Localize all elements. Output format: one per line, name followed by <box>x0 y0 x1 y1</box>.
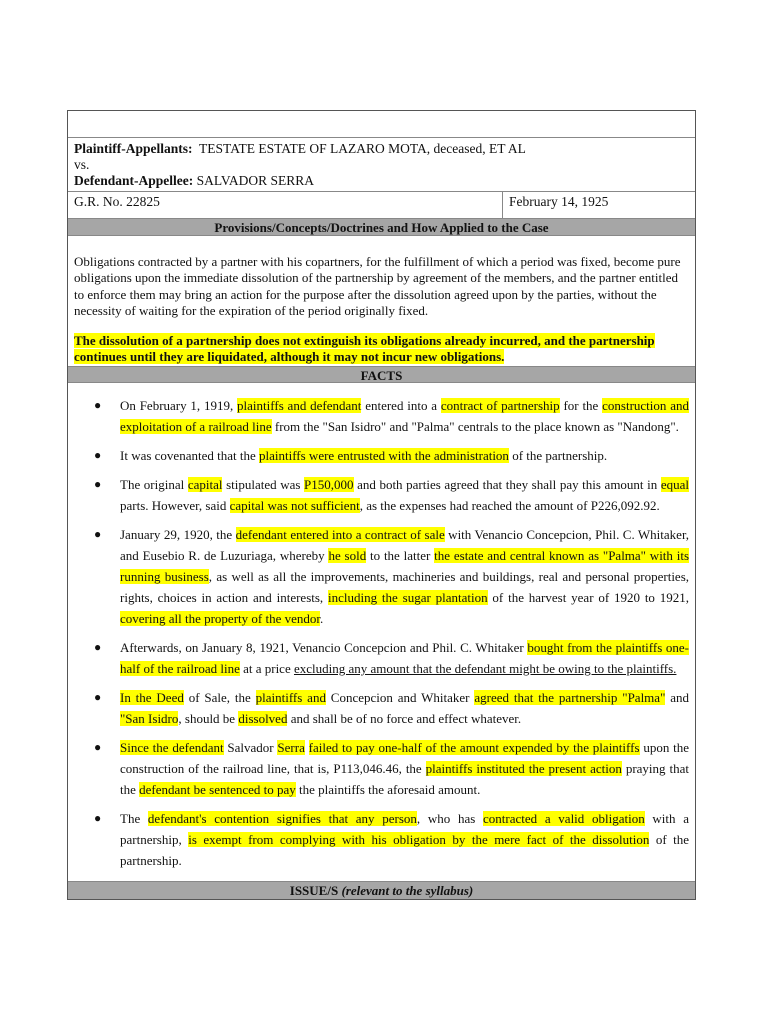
fact-text-segment: with a partnership, <box>120 810 689 847</box>
fact-text-segment: of the harvest year of 1920 to 1921, <box>487 589 690 605</box>
bullet-icon: ● <box>94 639 102 654</box>
highlighted-text: failed to pay one-half of the amount expended by the plaintiffs <box>308 739 640 755</box>
versus-label: vs. <box>74 157 90 172</box>
fact-text-segment: and shall be of no force and effect whatever. <box>287 710 522 726</box>
highlighted-text: Since the defendant <box>120 739 224 755</box>
fact-text-segment: The <box>120 810 148 826</box>
fact-text-segment: of the partnership. <box>508 447 608 463</box>
provisions-heading: Provisions/Concepts/Doctrines and How Applied to the Case <box>68 219 695 236</box>
highlighted-text: "San Isidro <box>120 710 179 726</box>
highlighted-text: plaintiffs were entrusted with the administration <box>258 447 509 463</box>
fact-text <box>120 445 689 466</box>
highlighted-text: In the Deed <box>120 689 184 705</box>
blank-header-row <box>68 111 695 138</box>
parties-section <box>68 138 695 192</box>
fact-text <box>120 737 689 800</box>
fact-text-segment: praying that the <box>120 760 689 797</box>
fact-text <box>120 637 689 679</box>
issues-title: ISSUE/S <box>289 882 339 898</box>
bullet-icon: ● <box>94 526 102 541</box>
appellants-line <box>74 141 689 157</box>
highlighted-text: the estate and central known as "Palma" with its running business <box>120 547 690 584</box>
fact-text-segment: , as the expenses had reached the amount of P226,092.92. <box>359 497 660 513</box>
fact-text-segment: to the latter <box>366 547 435 563</box>
fact-text-segment: the plaintiffs the aforesaid amount. <box>295 781 481 797</box>
facts-heading: FACTS <box>68 366 695 383</box>
highlighted-text: is exempt from complying with his obligation by the mere fact of the dissolution <box>188 831 650 847</box>
fact-text <box>120 524 689 629</box>
provisions-paragraph: Obligations contracted by a partner with his copartners, for the fulfillment of which a period was fixed, become pure obligations upon the immediate dissolution of the partnership by agreement of the members, and the partner entitled to enforce them may bring an action for the purpose after the dissolution agreed upon by the parties, without the necessity of waiting for the expiration of the period originally fixed. <box>74 254 681 318</box>
fact-item <box>74 474 689 516</box>
highlighted-text: defendant's contention signifies that any person <box>147 810 417 826</box>
fact-text-segment: Afterwards, on January 8, 1921, Venancio Concepcion and Phil. C. Whitaker <box>120 639 528 655</box>
fact-text-segment: of the partnership. <box>120 831 690 868</box>
gr-number: G.R. No. 22825 <box>68 192 503 218</box>
fact-text <box>120 808 689 871</box>
highlighted-text: covering all the property of the vendor <box>120 610 320 626</box>
underlined-text: excluding any amount that the defendant might be owing to the plaintiffs. <box>293 660 677 676</box>
fact-text-segment: Concepcion and Whitaker <box>325 689 475 705</box>
bullet-icon: ● <box>94 689 102 704</box>
fact-text-segment: at a price <box>239 660 294 676</box>
fact-text-segment: , as well as all the improvements, machineries and buildings, real and personal properties, rights, choices in action and interests, <box>120 568 690 605</box>
fact-text-segment: , should be <box>178 710 239 726</box>
fact-text <box>120 687 689 729</box>
highlighted-text: contracted a valid obligation <box>483 810 645 826</box>
fact-text-segment: for the <box>559 397 603 413</box>
fact-text-segment: of Sale, the <box>183 689 256 705</box>
fact-text <box>120 474 689 516</box>
highlighted-text: P150,000 <box>304 476 354 492</box>
highlighted-text: he sold <box>328 547 367 563</box>
fact-text-segment: The original <box>120 476 188 492</box>
fact-item <box>74 808 689 871</box>
fact-text-segment: from the "San Isidro" and "Palma" centrals to the place known as "Nandong". <box>271 418 679 434</box>
highlighted-text: dissolved <box>238 710 288 726</box>
fact-item <box>74 637 689 679</box>
provisions-section <box>68 236 695 366</box>
fact-text <box>120 395 689 437</box>
appellee-line <box>74 173 689 189</box>
fact-text-segment: On February 1, 1919, <box>120 397 238 413</box>
fact-text-segment: upon the construction of the railroad line, that is, P113,046.46, the <box>120 739 689 776</box>
highlighted-text: agreed that the partnership "Palma" <box>474 689 666 705</box>
fact-text-segment: stipulated was <box>222 476 305 492</box>
fact-text-segment: January 29, 1920, the <box>120 526 236 542</box>
highlighted-text: plaintiffs and <box>255 689 326 705</box>
fact-text-segment: entered into a <box>361 397 441 413</box>
highlighted-text: defendant entered into a contract of sale <box>235 526 445 542</box>
fact-item <box>74 395 689 437</box>
facts-list <box>68 383 695 881</box>
issues-subtitle: (relevant to the syllabus) <box>341 882 474 898</box>
fact-item <box>74 687 689 729</box>
decision-date: February 14, 1925 <box>509 194 609 209</box>
issues-heading <box>68 881 695 899</box>
bullet-icon: ● <box>94 476 102 491</box>
highlighted-text: construction and exploitation of a railroad line <box>120 397 689 434</box>
fact-text-segment: , who has <box>416 810 483 826</box>
fact-text-segment: and both parties agreed that they shall pay this amount in <box>353 476 661 492</box>
case-digest-table <box>67 110 696 900</box>
highlighted-doctrine: The dissolution of a partnership does not extinguish its obligations already incurred, and the partnership continues until they are liquidated, although it may not incur new obligations. <box>74 333 655 365</box>
fact-text-segment: . <box>320 610 324 626</box>
highlighted-text: bought from the plaintiffs one-half of the railroad line <box>120 639 690 676</box>
highlighted-text: plaintiffs instituted the present action <box>425 760 622 776</box>
highlighted-text: plaintiffs and defendant <box>237 397 362 413</box>
highlighted-text: defendant be sentenced to pay <box>139 781 296 797</box>
fact-text-segment: and <box>665 689 689 705</box>
highlighted-text: contract of partnership <box>440 397 560 413</box>
highlighted-text: capital <box>187 476 223 492</box>
fact-item <box>74 737 689 800</box>
fact-item <box>74 524 689 629</box>
bullet-icon: ● <box>94 810 102 825</box>
fact-text-segment: with Venancio Concepcion, Phil. C. Whitaker, and Eusebio R. de Luzuriaga, whereby <box>120 526 690 563</box>
bullet-icon: ● <box>94 739 102 754</box>
fact-text-segment: parts. However, said <box>120 497 230 513</box>
bullet-icon: ● <box>94 397 102 412</box>
fact-item <box>74 445 689 466</box>
case-number-row <box>68 192 695 219</box>
highlighted-text: capital was not sufficient <box>229 497 360 513</box>
highlighted-text: including the sugar plantation <box>328 589 488 605</box>
appellee-label: Defendant-Appellee: <box>74 173 194 188</box>
appellants-label: Plaintiff-Appellants: <box>74 141 193 156</box>
fact-text-segment: It was covenanted that the <box>120 447 259 463</box>
appellee-name: SALVADOR SERRA <box>196 173 315 188</box>
highlighted-text: equal <box>660 476 689 492</box>
bullet-icon: ● <box>94 447 102 462</box>
highlighted-text: Serra <box>277 739 305 755</box>
appellants-name: TESTATE ESTATE OF LAZARO MOTA, deceased, ET AL <box>199 141 526 156</box>
fact-text-segment: Salvador <box>223 739 278 755</box>
